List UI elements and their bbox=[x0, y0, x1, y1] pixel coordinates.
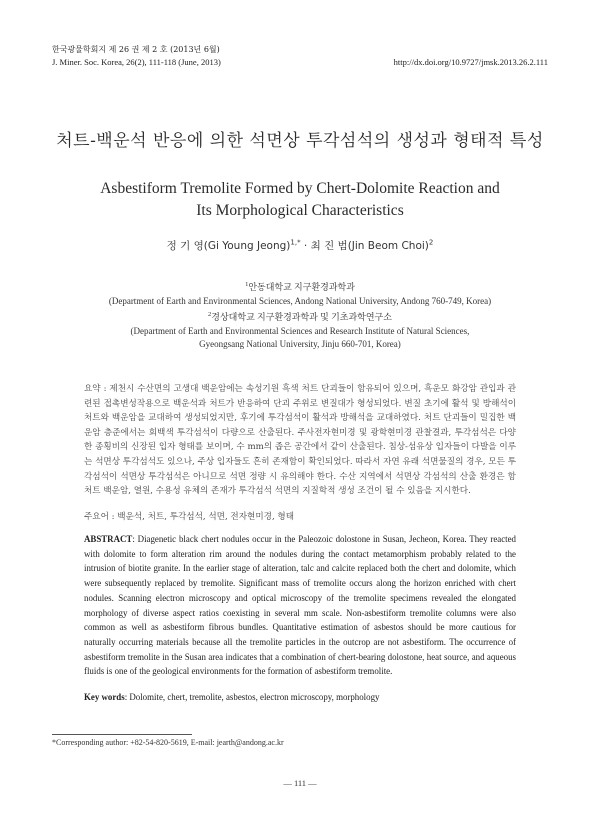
affil-2-english-line2: Gyeongsang National University, Jinju 660-701, Korea) bbox=[199, 339, 401, 349]
keywords-english-text: : Dolomite, chert, tremolite, asbestos, electron microscopy, morphology bbox=[124, 692, 380, 702]
affiliations bbox=[52, 278, 548, 352]
abstract-korean: 요약 : 제천시 수산면의 고생대 백운암에는 속성기원 흑색 처트 단괴들이 함유되어 있으며, 흑운모 화강암 관입과 관련된 접촉변성작용으로 백운석과 처트가 반응하여 단괴 주위로 변질대가 형성되었다. 변질 초기에 활석 및 방해석이 처트와 백운암을 교대하여 생성되었지만, 후기에 투각섬석이 활석과 방해석을 교대하였다. 처트 단괴들이 밀집한 백운암 층준에서는 회백색 투각섬석이 다량으로 산출된다. 주사전자현미경 및 광학현미경 관찰결과, 투각섬석은 다양한 종횡비의 신장된 입자 형태를 보이며, 수 mm의 좁은 공간에서 같이 산출된다. 침상-섬유상 입자들이 다발을 이루는 석면상 투각섬석도 있으나, 주상 입자들도 흔히 존재함이 확인되었다. 따라서 자연 유래 석면물질의 경우, 모든 투각섬석이 석면상 투각섬석은 아니므로 석면 정량 시 유의해야 한다. 수산 지역에서 석면상 각섬석의 산출 환경은 함처트 백운암, 열원, 수용성 유체의 존재가 투각섬석 석면의 지질학적 생성 조건이 될 수 있음을 지시한다. bbox=[84, 384, 516, 497]
keywords-korean: 주요어 : 백운석, 처트, 투각섬석, 석면, 전자현미경, 형태 bbox=[84, 512, 295, 522]
affil-2-english-line1: (Department of Earth and Environmental Sciences and Research Institute of Natural Sciences, bbox=[130, 325, 470, 336]
journal-header bbox=[52, 44, 548, 68]
journal-name-kr: 한국광물학회지 제 26 권 제 2 호 (2013년 6월) bbox=[52, 45, 220, 54]
author-2-affil-mark: 2 bbox=[428, 238, 434, 247]
author-list bbox=[52, 238, 548, 253]
abstract-label: ABSTRACT bbox=[84, 534, 133, 544]
keywords-label: Key words bbox=[84, 692, 125, 702]
affil-1-korean: 안동대학교 지구환경과학과 bbox=[248, 282, 355, 292]
abstract-english bbox=[84, 532, 516, 679]
doi-link[interactable]: http://dx.doi.org/10.9727/jmsk.2013.26.2.111 bbox=[393, 57, 548, 67]
journal-citation: J. Miner. Soc. Korea, 26(2), 111-118 (June, 2013) bbox=[52, 57, 221, 67]
footnote-divider bbox=[52, 734, 192, 735]
author-1-affil-mark: 1,* bbox=[290, 238, 301, 247]
keywords-english bbox=[84, 692, 516, 702]
corresponding-author-footnote: *Corresponding author: +82-54-820-5619, E-mail: jearth@andong.ac.kr bbox=[52, 738, 284, 747]
author-1: 정 기 영(Gi Young Jeong) bbox=[166, 240, 291, 252]
affil-1-english: (Department of Earth and Environmental Sciences, Andong National University, Andong 760-749, Korea) bbox=[108, 295, 492, 306]
title-english-line1: Asbestiform Tremolite Formed by Chert-Dolomite Reaction and bbox=[100, 180, 500, 197]
author-2: 최 진 범(Jin Beom Choi) bbox=[310, 240, 429, 252]
affil-1-mark: 1 bbox=[245, 281, 249, 288]
title-korean: 처트-백운석 반응에 의한 석면상 투각섬석의 생성과 형태적 특성 bbox=[56, 131, 544, 151]
author-separator: · bbox=[300, 240, 311, 252]
page-number: — 111 — bbox=[283, 778, 317, 788]
affil-2-mark: 2 bbox=[208, 311, 212, 318]
title-english-line2: Its Morphological Characteristics bbox=[196, 202, 404, 219]
affil-2-korean: 경상대학교 지구환경과학과 및 기초과학연구소 bbox=[211, 312, 392, 322]
title-english bbox=[52, 178, 548, 222]
abstract-english-text: : Diagenetic black chert nodules occur in the Paleozoic dolostone in Susan, Jecheon, Korea. They reacted with dolomite to form alteration rim around the nodules during the contact metamorphism probably related to the intrusion of biotite granite. In the earlier stage of alteration, talc and calcite replaced both the chert and dolomite, which were subsequently replaced by tremolite. Significant mass of tremolite occurs along the horizon enriched with chert nodules. Scanning electron microscopy and optical microscopy of the tremolite specimens revealed the elongated morphology of diverse aspect ratios coexisting in several mm scale. Non-asbestiform tremolite columns were also common as well as asbestiform fibrous bundles. Quantitative estimation of asbestos should be more cautious for naturally occurring materials because all the tremolite particles in the outcrop are not asbestiform. The occurrence of asbestiform tremolite in the Susan area indicates that a combination of chert-bearing dolostone, heat source, and aqueous fluids is one of the geological environments for the formation of asbestiform tremolite. bbox=[84, 534, 516, 677]
